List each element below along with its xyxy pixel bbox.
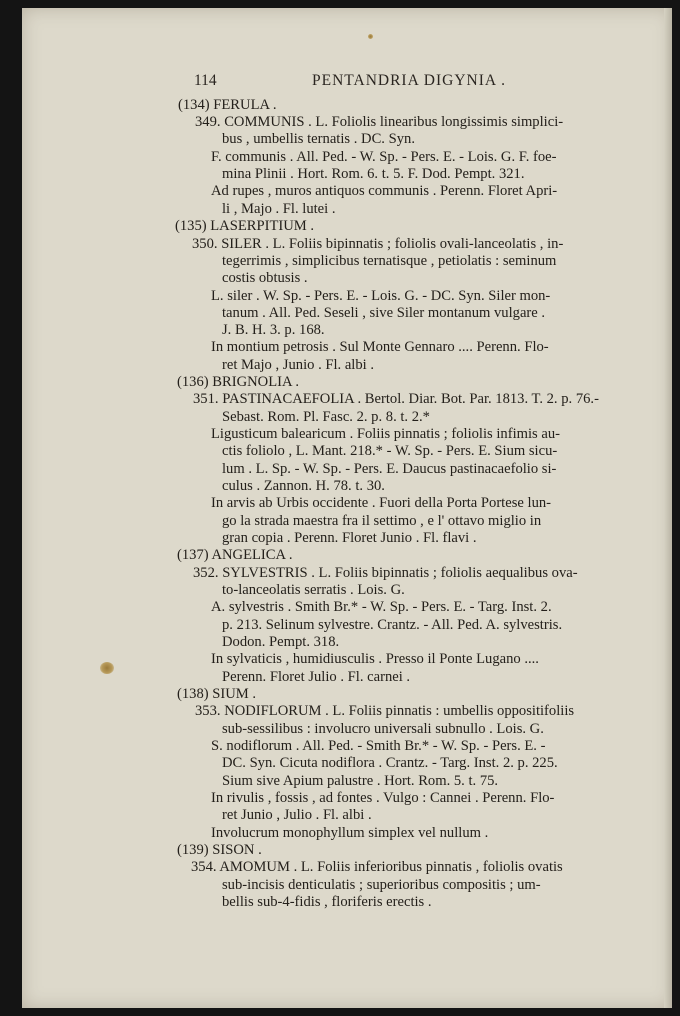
species-entry-line: 351. PASTINACAEFOLIA . Bertol. Diar. Bot. Par. 1813. T. 2. p. 76.- — [193, 391, 599, 407]
synonym-line: Sium sive Apium palustre . Hort. Rom. 5. t. 75. — [222, 773, 499, 789]
genus-heading: (136) BRIGNOLIA . — [177, 374, 300, 390]
habitat-line: In arvis ab Urbis occidente . Fuori della Porta Portese lun- — [211, 495, 552, 511]
habitat-line: go la strada maestra fra il settimo , e l' ottavo miglio in — [222, 513, 542, 529]
habitat-line: In rivulis , fossis , ad fontes . Vulgo : Cannei . Perenn. Flo- — [211, 790, 555, 806]
page-number: 114 — [194, 72, 217, 89]
species-entry-line: costis obtusis . — [222, 270, 308, 286]
synonym-line: culus . Zannon. H. 78. t. 30. — [222, 478, 385, 494]
species-entry-line: sub-incisis denticulatis ; superioribus compositis ; um- — [222, 877, 541, 893]
synonym-line: A. sylvestris . Smith Br.* - W. Sp. - Pers. E. - Targ. Inst. 2. — [211, 599, 552, 615]
synonym-line: F. communis . All. Ped. - W. Sp. - Pers. E. - Lois. G. F. foe- — [211, 149, 557, 165]
genus-heading: (134) FERULA . — [178, 97, 277, 113]
genus-heading: (137) ANGELICA . — [177, 547, 293, 563]
genus-heading: (139) SISON . — [177, 842, 262, 858]
habitat-line: In montium petrosis . Sul Monte Gennaro .... Perenn. Flo- — [211, 339, 549, 355]
species-entry-line: 353. NODIFLORUM . L. Foliis pinnatis : umbellis oppositifoliis — [195, 703, 575, 719]
synonym-line: ctis foliolo , L. Mant. 218.* - W. Sp. - Pers. E. Sium sicu- — [222, 443, 558, 459]
species-entry-line: 349. COMMUNIS . L. Foliolis linearibus longissimis simplici- — [195, 114, 564, 130]
species-entry-line: bellis sub-4-fidis , floriferis erectis . — [222, 894, 432, 910]
synonym-line: DC. Syn. Cicuta nodiflora . Crantz. - Targ. Inst. 2. p. 225. — [222, 755, 558, 771]
habitat-line: Ad rupes , muros antiquos communis . Perenn. Floret Apri- — [211, 183, 558, 199]
species-entry-line: 350. SILER . L. Foliis bipinnatis ; foliolis ovali-lanceolatis , in- — [192, 236, 564, 252]
habitat-line: ret Junio , Julio . Fl. albi . — [222, 807, 372, 823]
habitat-line: li , Majo . Fl. lutei . — [222, 201, 336, 217]
genus-heading: (138) SIUM . — [177, 686, 257, 702]
habitat-line: gran copia . Perenn. Floret Junio . Fl. flavi . — [222, 530, 477, 546]
species-entry-line: 352. SYLVESTRIS . L. Foliis bipinnatis ; foliolis aequalibus ova- — [193, 565, 578, 581]
synonym-line: Dodon. Pempt. 318. — [222, 634, 340, 650]
synonym-line: L. siler . W. Sp. - Pers. E. - Lois. G. - DC. Syn. Siler mon- — [211, 288, 551, 304]
species-entry-line: tegerrimis , simplicibus ternatisque , petiolatis : seminum — [222, 253, 557, 269]
synonym-line: J. B. H. 3. p. 168. — [222, 322, 325, 338]
running-title: PENTANDRIA DIGYNIA . — [312, 72, 506, 89]
book-page — [22, 8, 672, 1008]
species-entry-line: Sebast. Rom. Pl. Fasc. 2. p. 8. t. 2.* — [222, 409, 430, 425]
species-entry-line: bus , umbellis ternatis . DC. Syn. — [222, 131, 415, 147]
synonym-line: Ligusticum balearicum . Foliis pinnatis ; foliolis infimis au- — [211, 426, 560, 442]
note-line: Involucrum monophyllum simplex vel nullum . — [211, 825, 489, 841]
species-entry-line: to-lanceolatis serratis . Lois. G. — [222, 582, 405, 598]
synonym-line: S. nodiflorum . All. Ped. - Smith Br.* - W. Sp. - Pers. E. - — [211, 738, 546, 754]
habitat-line: ret Majo , Junio . Fl. albi . — [222, 357, 375, 373]
synonym-line: mina Plinii . Hort. Rom. 6. t. 5. F. Dod. Pempt. 321. — [222, 166, 525, 182]
habitat-line: In sylvaticis , humidiusculis . Presso il Ponte Lugano .... — [211, 651, 539, 667]
synonym-line: lum . L. Sp. - W. Sp. - Pers. E. Daucus pastinacaefolio si- — [222, 461, 557, 477]
synonym-line: p. 213. Selinum sylvestre. Crantz. - All. Ped. A. sylvestris. — [222, 617, 563, 633]
synonym-line: tanum . All. Ped. Seseli , sive Siler montanum vulgare . — [222, 305, 546, 321]
species-entry-line: sub-sessilibus : involucro universali subnullo . Lois. G. — [222, 721, 544, 737]
genus-heading: (135) LASERPITIUM . — [175, 218, 315, 234]
species-entry-line: 354. AMOMUM . L. Foliis inferioribus pinnatis , foliolis ovatis — [191, 859, 563, 875]
body-text — [22, 8, 672, 1008]
habitat-line: Perenn. Floret Julio . Fl. carnei . — [222, 669, 411, 685]
